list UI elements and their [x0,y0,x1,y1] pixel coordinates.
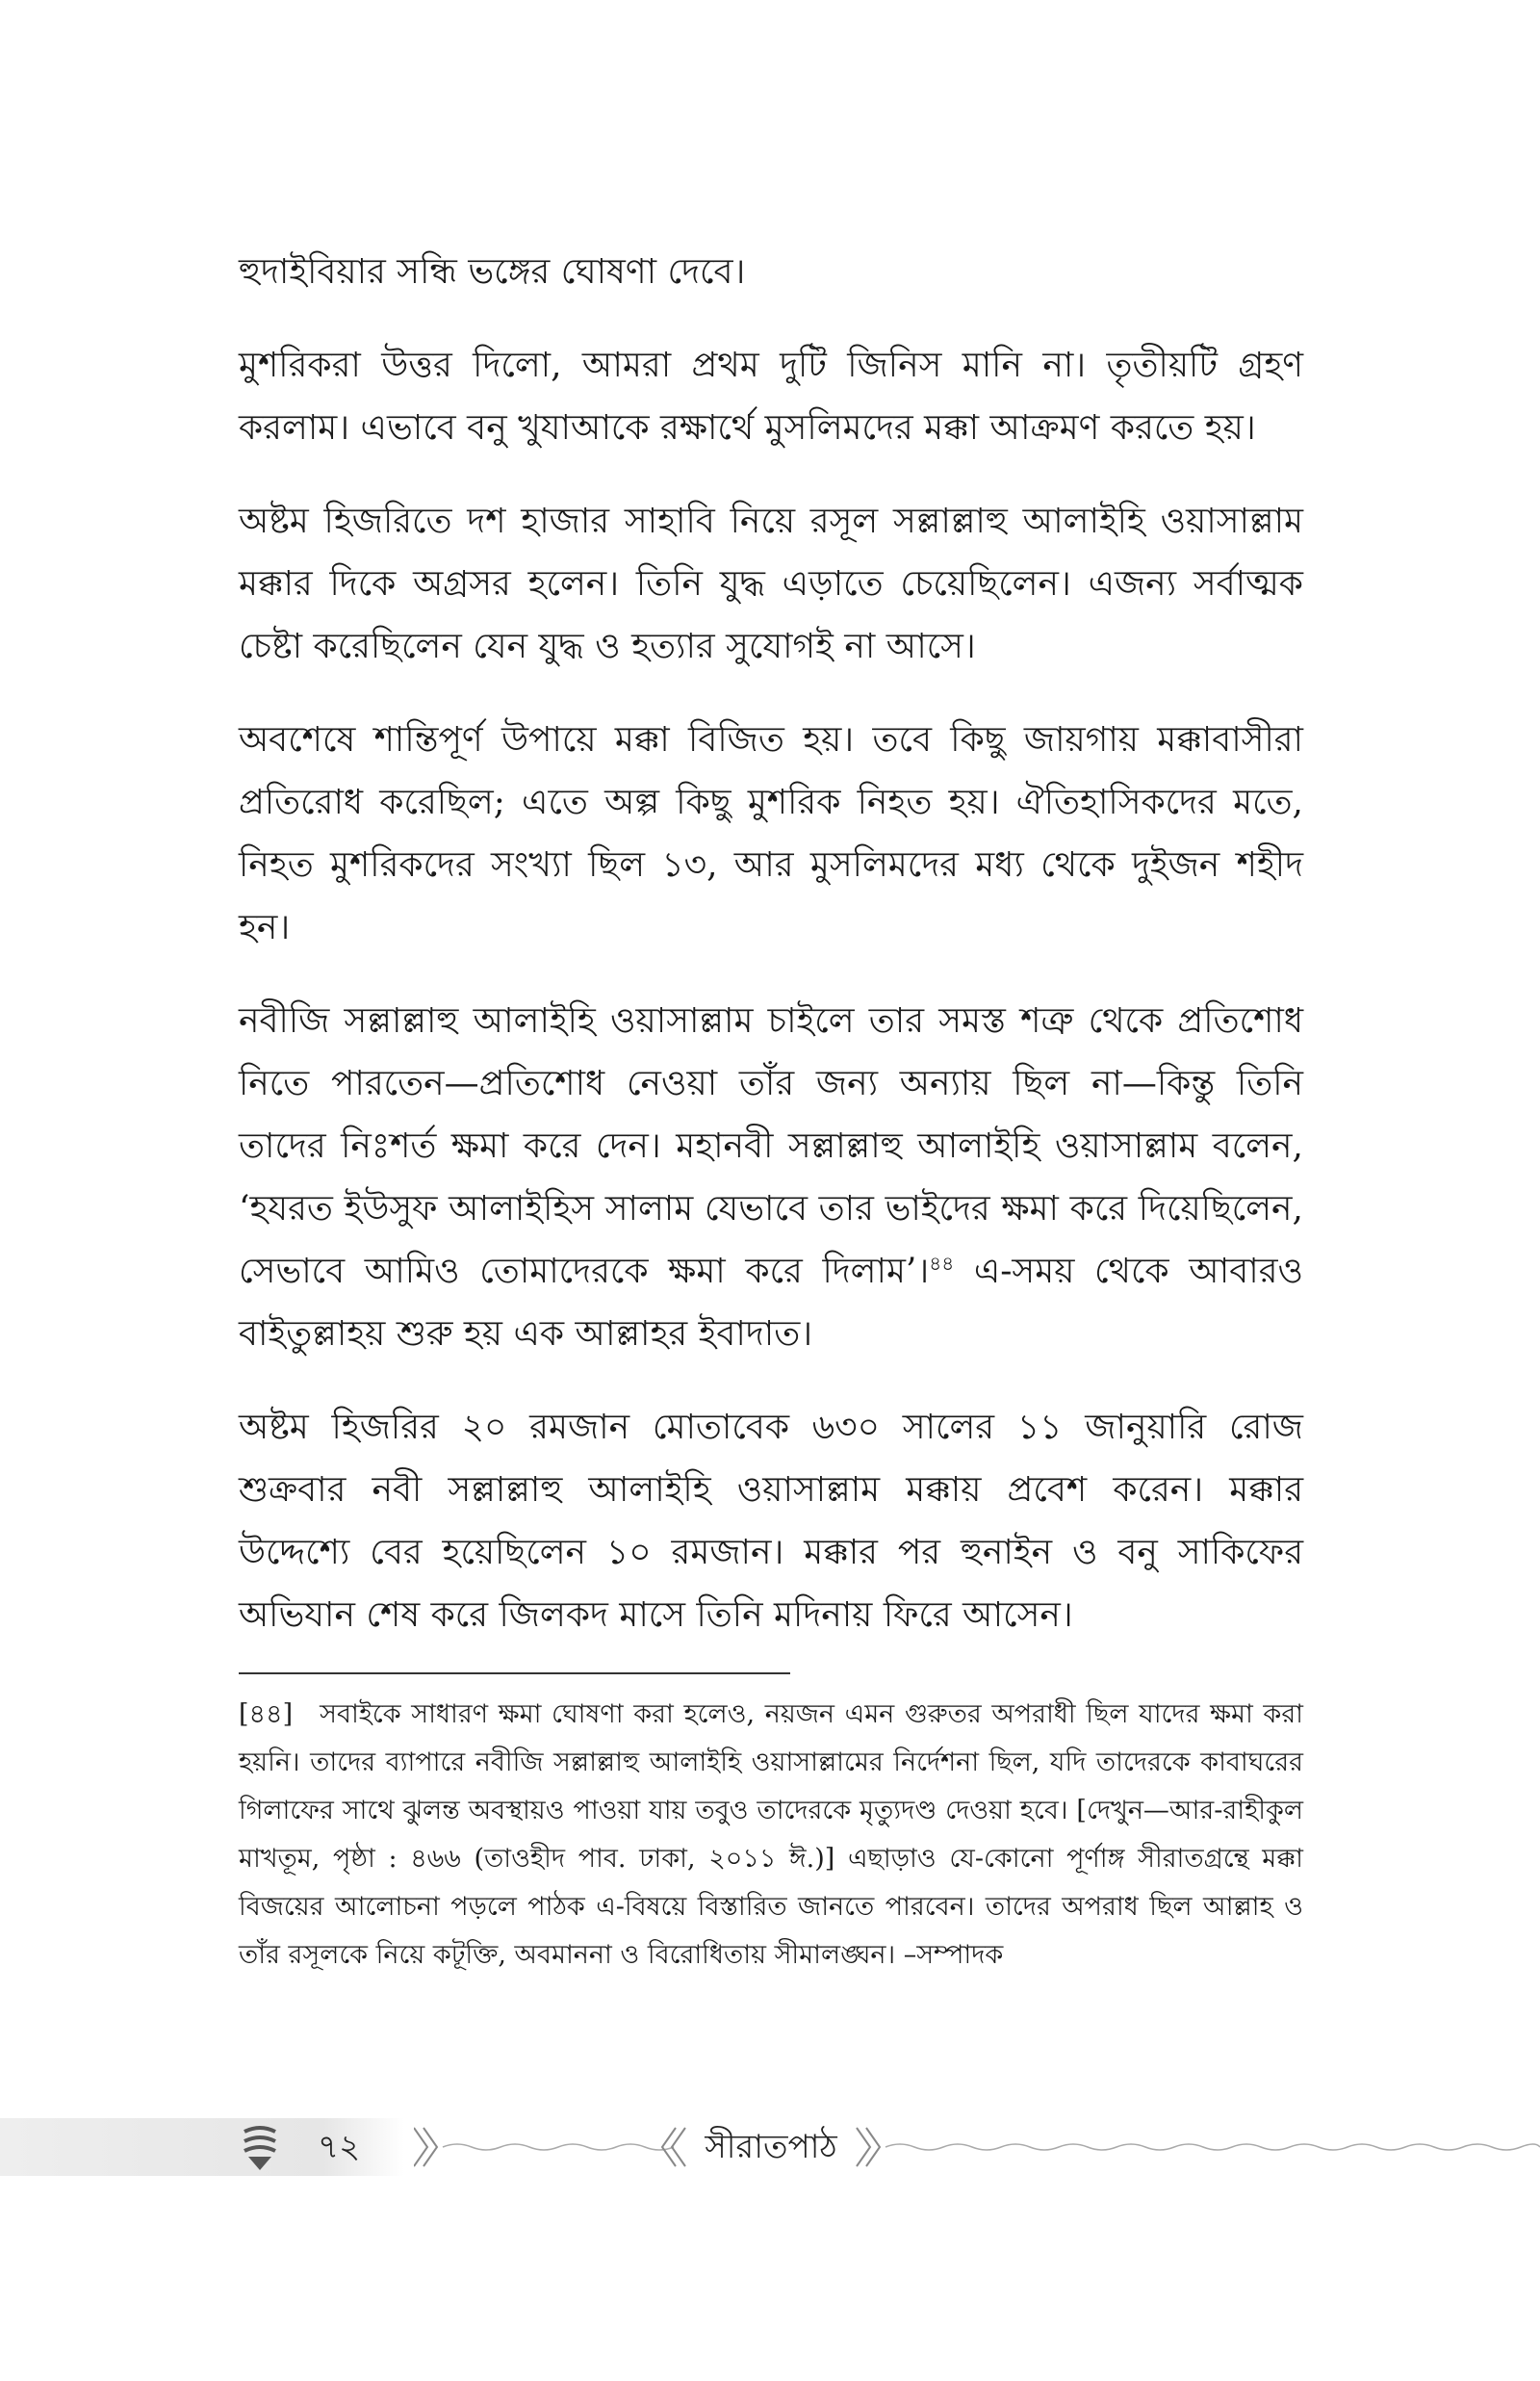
paragraph: হুদাইবিয়ার সন্ধি ভঙ্গের ঘোষণা দেবে। [239,252,746,292]
book-title: সীরাতপাঠ [691,2124,851,2170]
footnote-marker: [৪৪] [239,1699,294,1729]
paragraph-with-footnote [239,990,1303,1365]
paragraph: অষ্টম হিজরির ২০ রমজান মোতাবেক ৬৩০ সালের ১১ জানুয়ারি রোজ শুক্রবার নবী সল্লাল্লাহু আলাইহি ওয়াসাল্লাম মক্কায় প্রবেশ করেন। মক্কার উদ্দেশ্যে বের হয়েছিলেন ১০ রমজান। মক্কার পর হুনাইন ও বনু সাকিফের অভিযান শেষ করে জিলকদ মাসে তিনি মদিনায় ফিরে আসেন। [239,1408,1303,1635]
paragraph-text-continued: এ-সময় থেকে আবারও বাইতুল্লাহয় শুরু হয় এক আল্লাহর ইবাদাত। [239,1252,1304,1354]
footnote-reference[interactable]: ৪৪ [929,1252,955,1275]
footnote-separator [239,1672,790,1674]
publisher-logo-icon [239,2122,281,2172]
main-text [239,241,1303,1677]
paragraph: অবশেষে শান্তিপূর্ণ উপায়ে মক্কা বিজিত হয়। তবে কিছু জায়গায় মক্কাবাসীরা প্রতিরোধ করেছিল; এতে অল্প কিছু মুশরিক নিহত হয়। ঐতিহাসিকদের মতে, নিহত মুশরিকদের সংখ্যা ছিল ১৩, আর মুসলিমদের মধ্য থেকে দুইজন শহীদ হন। [239,720,1303,947]
page-number: ৭২ [318,2128,361,2166]
paragraph: মুশরিকরা উত্তর দিলো, আমরা প্রথম দুটি জিনিস মানি না। তৃতীয়টি গ্রহণ করলাম। এভাবে বনু খুযাআকে রক্ষার্থে মুসলিমদের মক্কা আক্রমণ করতে হয়। [239,346,1303,448]
paragraph: অষ্টম হিজরিতে দশ হাজার সাহাবি নিয়ে রসূল সল্লাল্লাহু আলাইহি ওয়াসাল্লাম মক্কার দিকে অগ্রসর হলেন। তিনি যুদ্ধ এড়াতে চেয়েছিলেন। এজন্য সর্বাত্মক চেষ্টা করেছিলেন যেন যুদ্ধ ও হত্যার সুযোগই না আসে। [239,502,1303,666]
paragraph-text: নবীজি সল্লাল্লাহু আলাইহি ওয়াসাল্লাম চাইলে তার সমস্ত শত্রু থেকে প্রতিশোধ নিতে পারতেন—প্রতিশোধ নেওয়া তাঁর জন্য অন্যায় ছিল না—কিন্তু তিনি তাদের নিঃশর্ত ক্ষমা করে দেন। মহানবী সল্লাল্লাহু আলাইহি ওয়াসাল্লাম বলেন, ‘হযরত ইউসুফ আলাইহিস সালাম যেভাবে তার ভাইদের ক্ষমা করে দিয়েছিলেন, সেভাবে আমিও তোমাদেরকে ক্ষমা করে দিলাম’। [239,1001,1303,1291]
footnote [239,1691,1303,1980]
footer-ornament [414,2118,1540,2176]
footnote-text: সবাইকে সাধারণ ক্ষমা ঘোষণা করা হলেও, নয়জন এমন গুরুতর অপরাধী ছিল যাদের ক্ষমা করা হয়নি। তাদের ব্যাপারে নবীজি সল্লাল্লাহু আলাইহি ওয়াসাল্লামের নির্দেশনা ছিল, যদি তাদেরকে কাবাঘরের গিলাফের সাথে ঝুলন্ত অবস্থায়ও পাওয়া যায় তবুও তাদেরকে মৃত্যুদণ্ড দেওয়া হবে। [দেখুন—আর-রাহীকুল মাখতূম, পৃষ্ঠা : ৪৬৬ (তাওহীদ পাব. ঢাকা, ২০১১ ঈ.)] এছাড়াও যে-কোনো পূর্ণাঙ্গ সীরাতগ্রন্থে মক্কা বিজয়ের আলোচনা পড়লে পাঠক এ-বিষয়ে বিস্তারিত জানতে পারবেন। তাদের অপরাধ ছিল আল্লাহ ও তাঁর রসূলকে নিয়ে কটূক্তি, অবমাননা ও বিরোধিতায় সীমালঙ্ঘন। –সম্পাদক [239,1699,1303,1970]
page-footer [0,2118,1540,2176]
